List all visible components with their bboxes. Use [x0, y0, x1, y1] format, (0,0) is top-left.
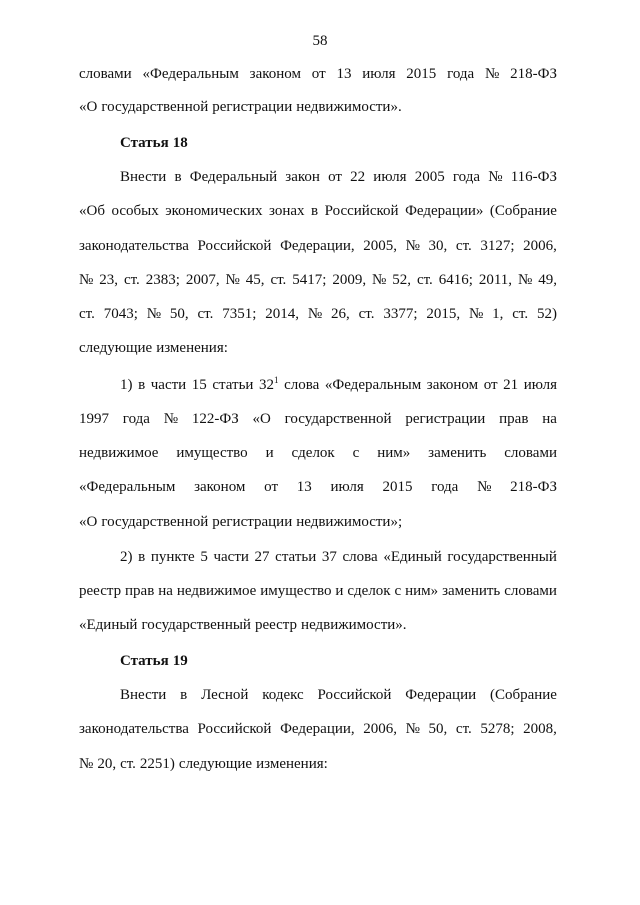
text-line: «Об особых экономических зонах в Российской Федерации» (Собрание: [79, 203, 557, 219]
text-line: «О государственной регистрации недвижимости».: [79, 99, 402, 115]
text-line: законодательства Российской Федерации, 2005, № 30, ст. 3127; 2006,: [79, 238, 557, 254]
text-line: 1) в части 15 статьи $32^1$ слова «Федеральным законом от 21 июля: [120, 375, 557, 393]
text-line: ст. 7043; № 50, ст. 7351; 2014, № 26, ст. 3377; 2015, № 1, ст. 52): [79, 306, 557, 322]
text-line: словами «Федеральным законом от 13 июля 2015 года № 218-ФЗ: [79, 66, 557, 82]
text-line: Внести в Лесной кодекс Российской Федерации (Собрание: [120, 687, 557, 703]
text-line: «Федеральным законом от 13 июля 2015 года № 218-ФЗ: [79, 479, 557, 495]
text-line: 1997 года № 122-ФЗ «О государственной регистрации прав на: [79, 411, 557, 427]
text-line: № 23, ст. 2383; 2007, № 45, ст. 5417; 2009, № 52, ст. 6416; 2011, № 49,: [79, 272, 557, 288]
article-heading: Статья 19: [120, 653, 188, 669]
article-heading: Статья 18: [120, 135, 188, 151]
text-line: недвижимое имущество и сделок с ним» заменить словами: [79, 445, 557, 461]
text-line: законодательства Российской Федерации, 2006, № 50, ст. 5278; 2008,: [79, 721, 557, 737]
text-line: Внести в Федеральный закон от 22 июля 2005 года № 116-ФЗ: [120, 169, 557, 185]
page-number: 58: [312, 33, 328, 49]
text-line: № 20, ст. 2251) следующие изменения:: [79, 756, 328, 772]
text-line: «Единый государственный реестр недвижимости».: [79, 617, 407, 633]
text-line: следующие изменения:: [79, 340, 228, 356]
text-line: «О государственной регистрации недвижимости»;: [79, 514, 403, 530]
text-line: реестр прав на недвижимое имущество и сделок с ним» заменить словами: [79, 583, 557, 599]
text-line: 2) в пункте 5 части 27 статьи 37 слова «Единый государственный: [120, 549, 557, 565]
